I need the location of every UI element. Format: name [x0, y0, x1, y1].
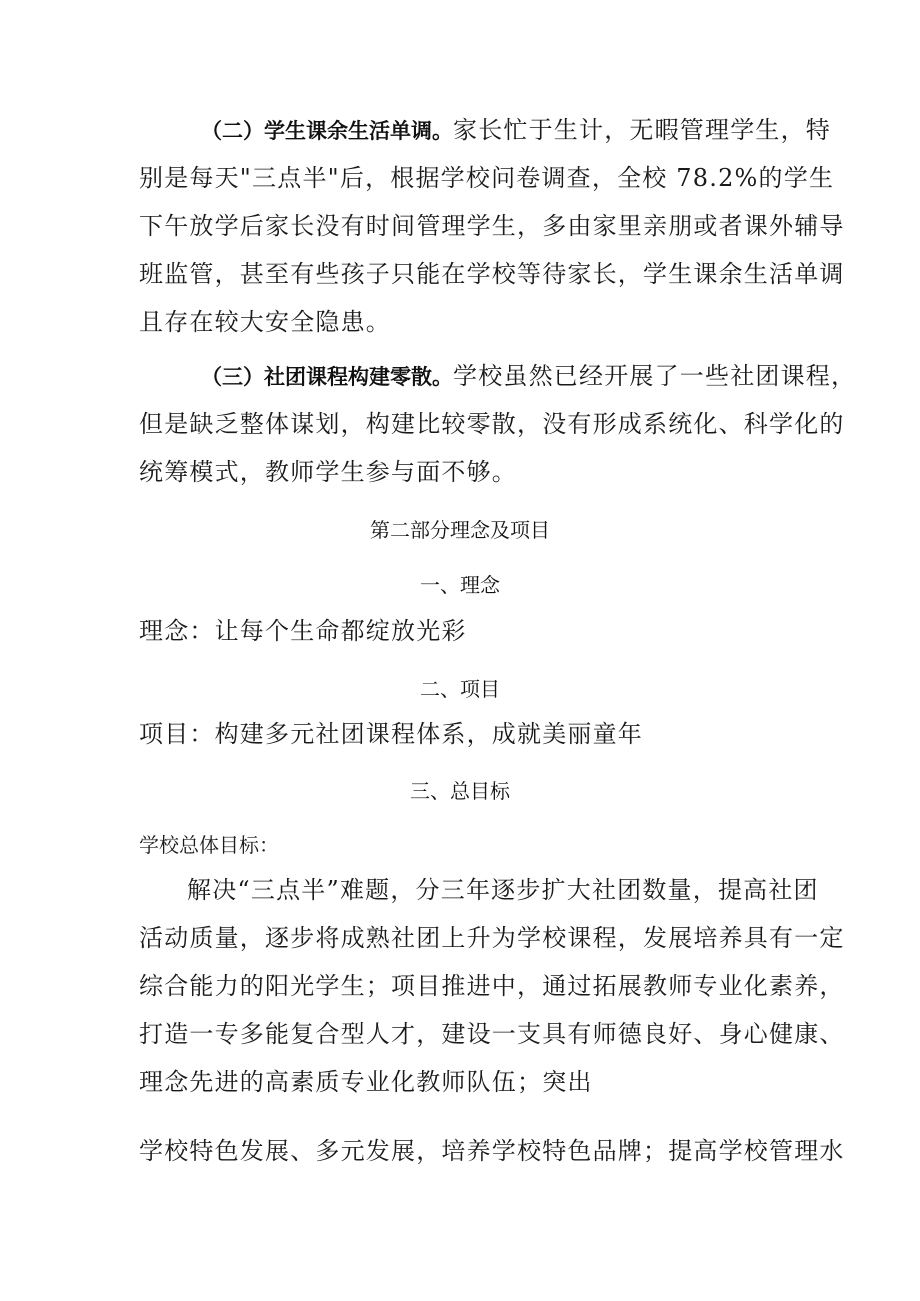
- concept-text: 理念：让每个生命都绽放光彩: [139, 617, 467, 645]
- paragraph-club-courses: [139, 352, 857, 496]
- text-line: 活动质量，逐步将成熟社团上升为学校课程，发展培养具有一定: [139, 924, 845, 952]
- subheading-student-life: （二）学生课余生活单调。: [201, 119, 453, 143]
- goal-heading: 三、总目标: [410, 779, 510, 803]
- concept-heading: 一、理念: [420, 573, 500, 597]
- text-line: 理念先进的高素质专业化教师队伍；突出: [139, 1068, 593, 1096]
- text-line: 打造一专多能复合型人才，建设一支具有师德良好、身心健康、: [139, 1020, 845, 1048]
- text-line: 下午放学后家长没有时间管理学生，多由家里亲朋或者课外辅导: [139, 212, 845, 240]
- paragraph-first-line: [139, 352, 857, 400]
- paragraph-student-life: [139, 106, 845, 346]
- project-text: 项目：构建多元社团课程体系，成就美丽童年: [139, 720, 643, 748]
- text-line: 学校虽然已经开展了一些社团课程，: [453, 362, 857, 390]
- text-line: 别是每天"三点半"后，根据学校问卷调查，全校 78.2%的学生: [139, 164, 835, 192]
- text-line: 且存在较大安全隐患。: [139, 308, 391, 336]
- text-line: 综合能力的阳光学生；项目推进中，通过拓展教师专业化素养，: [139, 972, 845, 1000]
- part-title: 第二部分理念及项目: [370, 518, 550, 542]
- text-line: 统筹模式，教师学生参与面不够。: [139, 458, 517, 486]
- goal-continuation-line: 学校特色发展、多元发展，培养学校特色品牌；提高学校管理水: [139, 1137, 845, 1165]
- subheading-club-courses: （三）社团课程构建零散。: [201, 365, 453, 389]
- text-line: 班监管，甚至有些孩子只能在学校等待家长，学生课余生活单调: [139, 260, 845, 288]
- goal-label: 学校总体目标：: [139, 833, 279, 857]
- text-line: 解决“三点半”难题，分三年逐步扩大社团数量，提高社团: [187, 876, 819, 904]
- project-heading: 二、项目: [420, 677, 500, 701]
- paragraph-goal: [139, 866, 845, 1106]
- text-line: 家长忙于生计，无暇管理学生，特: [453, 116, 831, 144]
- text-line: 但是缺乏整体谋划，构建比较零散，没有形成系统化、科学化的: [139, 410, 845, 438]
- paragraph-first-line: [139, 106, 831, 154]
